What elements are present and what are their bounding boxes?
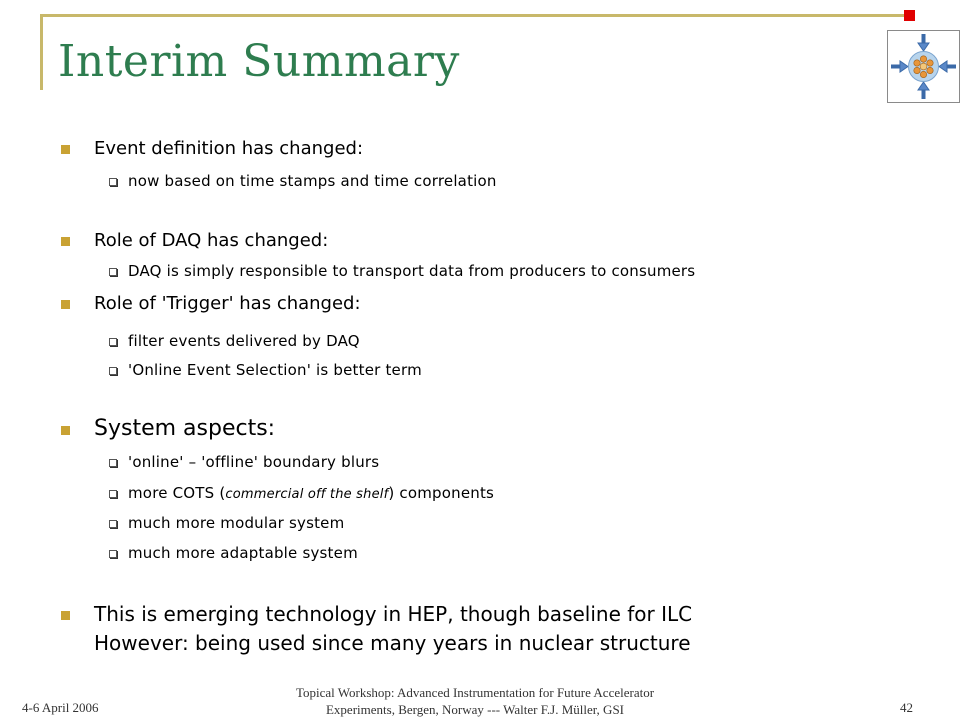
footer-workshop-line: Experiments, Bergen, Norway --- Walter F.J. Müller, GSI xyxy=(325,702,625,717)
sub-bullet-square-icon xyxy=(109,268,117,276)
sub-bullet-square-icon xyxy=(109,550,117,558)
bullet-text-block xyxy=(94,600,874,658)
sub-bullet-text xyxy=(128,484,494,502)
sub-bullet-italic-text: commercial off the shelf xyxy=(225,487,389,502)
bullet-square-icon xyxy=(61,300,70,309)
sub-bullet-text: filter events delivered by DAQ xyxy=(128,332,360,350)
sub-bullet-text-part: more COTS ( xyxy=(128,484,226,502)
sub-bullet-text: now based on time stamps and time correlation xyxy=(128,172,497,190)
sub-bullet-square-icon xyxy=(109,367,117,375)
sub-bullet-square-icon xyxy=(109,490,117,498)
bullet-square-icon xyxy=(61,611,70,620)
bullet-text: System aspects: xyxy=(94,416,276,441)
slide-title: Interim Summary xyxy=(58,36,460,87)
footer-workshop-line: Topical Workshop: Advanced Instrumentation for Future Accelerator xyxy=(295,685,655,700)
bullet-square-icon xyxy=(61,426,70,435)
bullet-text-line: However: being used since many years in nuclear structure xyxy=(94,631,691,655)
sub-bullet-square-icon xyxy=(109,459,117,467)
bullet-square-icon xyxy=(61,145,70,154)
sub-bullet-text: 'online' – 'offline' boundary blurs xyxy=(128,453,380,471)
sub-bullet-text: much more modular system xyxy=(128,514,345,532)
footer-page-number: 42 xyxy=(900,700,913,715)
bullet-text: Role of DAQ has changed: xyxy=(94,230,329,251)
footer-workshop xyxy=(240,684,710,718)
sub-bullet-square-icon xyxy=(109,338,117,346)
sub-bullet-text: DAQ is simply responsible to transport data from producers to consumers xyxy=(128,262,696,280)
bullet-text: Role of 'Trigger' has changed: xyxy=(94,293,361,314)
bullet-text: Event definition has changed: xyxy=(94,138,364,159)
sub-bullet-text: 'Online Event Selection' is better term xyxy=(128,361,422,379)
sub-bullet-square-icon xyxy=(109,178,117,186)
bullet-square-icon xyxy=(61,237,70,246)
sub-bullet-text: much more adaptable system xyxy=(128,544,358,562)
bullet-text-line: This is emerging technology in HEP, though baseline for ILC xyxy=(94,602,693,626)
sub-bullet-text-part: ) components xyxy=(388,484,495,502)
sub-bullet-square-icon xyxy=(109,520,117,528)
footer-date: 4-6 April 2006 xyxy=(22,700,99,715)
